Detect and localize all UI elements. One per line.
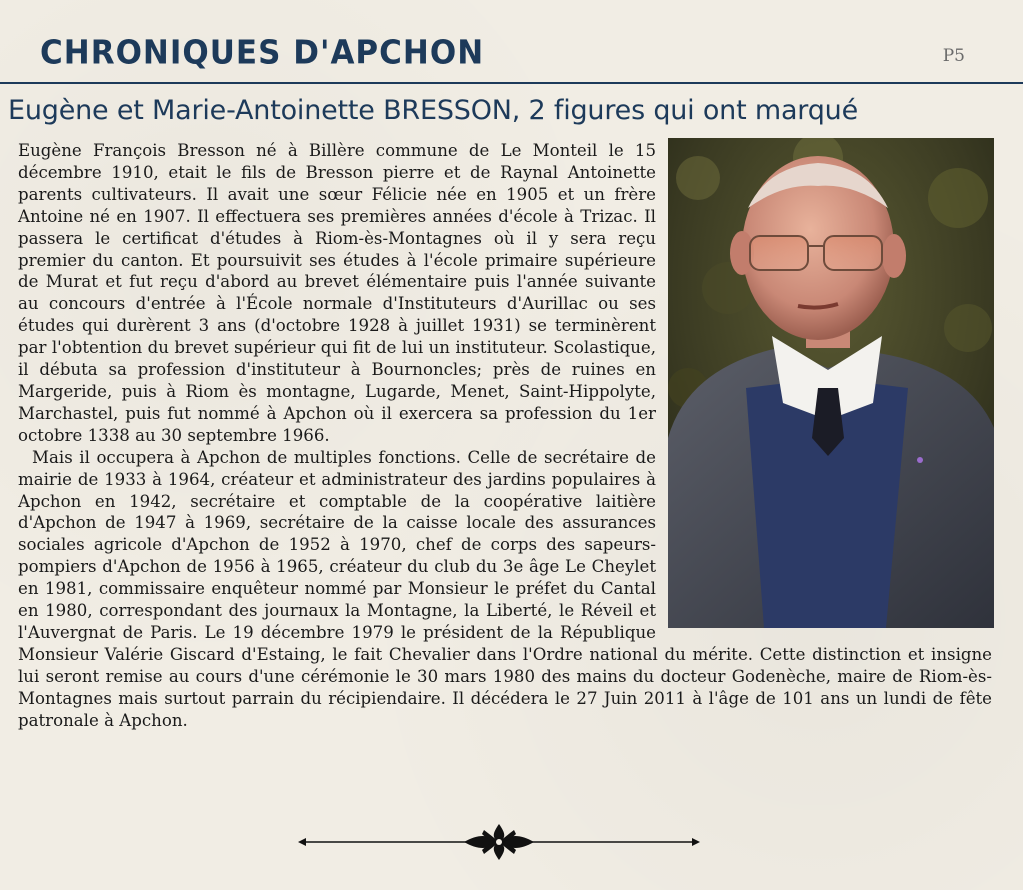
article-body [18,140,992,731]
portrait-photo [668,138,994,628]
article-headline: Eugène et Marie-Antoinette BRESSON, 2 figures qui ont marqué [8,95,858,126]
masthead-title: CHRONIQUES D'APCHON [40,34,485,72]
article-paragraph-2: Mais il occupera à Apchon de multiples fonctions. Celle de secrétaire de mairie de 1933 à 1964, créateur et administrateur des jardins populaires à Apchon en 1942, secrétaire et comptable de la coopérative laitière d'Apchon de 1947 à 1969, secrétaire de la caisse locale des assurances sociales agricole d'Apchon de 1952 à 1970, chef de corps des sapeurs-pompiers d'Apchon de 1956 à 1965, créateur du club du 3e âge Le Cheylet en 1981, commissaire enquêteur nommé par Monsieur le préfet du Cantal en 1980, correspondant des journaux la Montagne, la Liberté, le Réveil et l'Auvergnat de Paris. Le 19 décembre 1979 le président de la République Monsieur Valérie Giscard d'Estaing, le fait Chevalier dans l'Ordre national du mérite. Cette distinction et insigne lui seront remise au cours d'une cérémonie le 30 mars 1980 des mains du docteur Godenèche, maire de Riom-ès-Montagnes mais surtout parrain du récipiendaire. Il décédera le 27 Juin 2011 à l'âge de 101 ans un lundi de fête patronale à Apchon. [18,447,992,730]
header-divider [0,82,1023,84]
page-number: P5 [942,46,965,66]
portrait-image [668,138,994,628]
article-paragraph-1: Eugène François Bresson né à Billère commune de Le Monteil le 15 décembre 1910, etait le fils de Bresson pierre et de Raynal Antoinette parents cultivateurs. Il avait une sœur Félicie née en 1905 et un frère Antoine né en 1907. Il effectuera ses premières années d'école à Trizac. Il passera le certificat d'études à Riom-ès-Montagnes où il y sera reçu premier du canton. Et poursuivit ses études à l'école primaire supérieure de Murat et fut reçu d'abord au brevet élémentaire puis l'année suivante au concours d'entrée à l'École normale d'Instituteurs d'Aurillac ou ses études qui durèrent 3 ans (d'octobre 1928 à juillet 1931) se terminèrent par l'obtention du brevet supérieur qui fit de lui un instituteur. Scolastique, il débuta sa profession d'instituteur à Bournoncles; près de ruines en Margeride, puis à Riom ès montagne, Lugarde, Menet, Saint-Hippolyte, Marchastel, puis fut nommé à Apchon où il exercera sa profession du 1er octobre 1338 au 30 septembre 1966. [18,141,656,445]
fleuron-divider-icon [294,822,704,862]
